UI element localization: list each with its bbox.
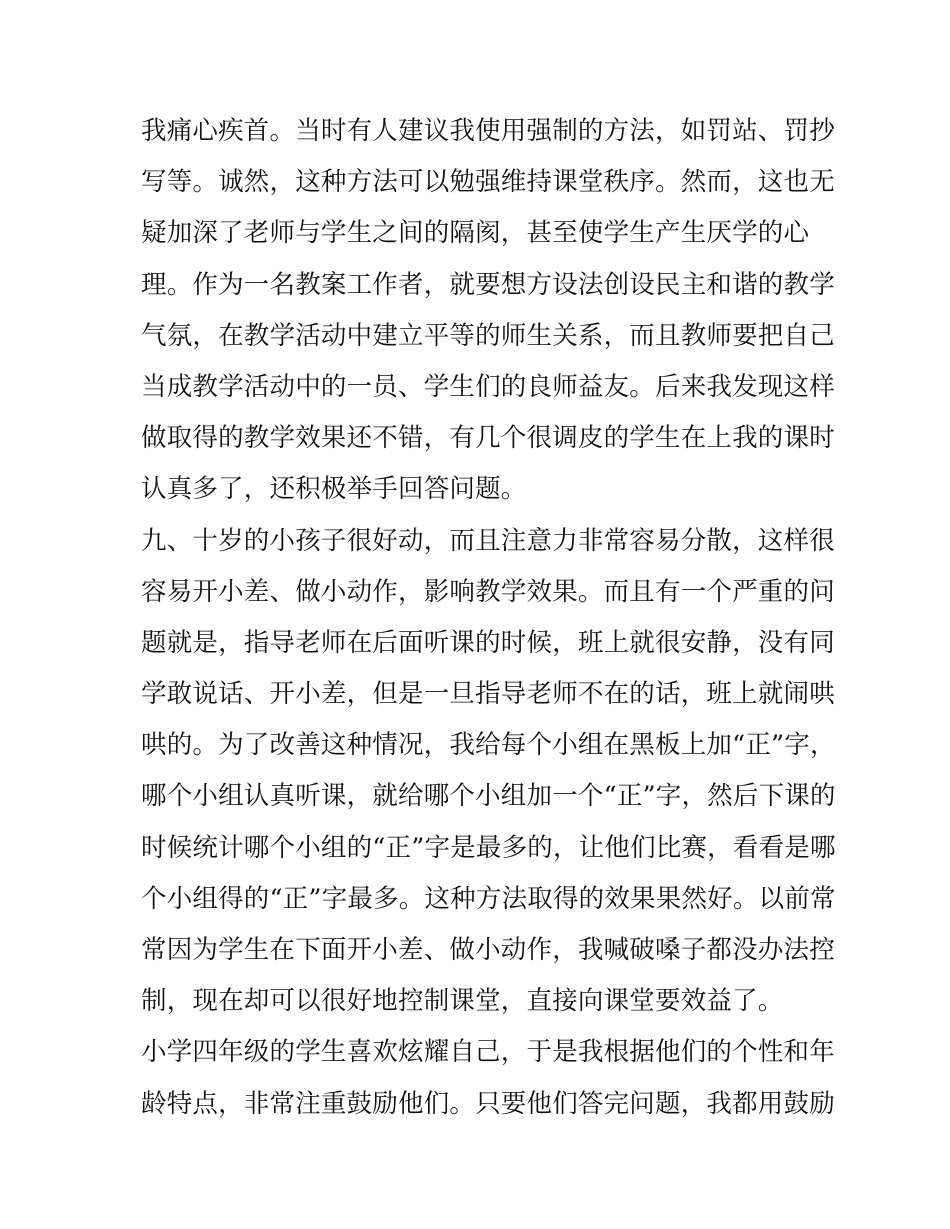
text-line: 制，现在却可以很好地控制课堂，直接向课堂要效益了。 xyxy=(141,986,784,1017)
text-line: 疑加深了老师与学生之间的隔阂，甚至使学生产生厌学的心 xyxy=(141,218,810,249)
body-text xyxy=(141,106,836,1130)
text-line: 写等。诚然，这种方法可以勉强维持课堂秩序。然而，这也无 xyxy=(141,167,835,198)
text-line: 认真多了，还积极举手回答问题。 xyxy=(141,474,527,505)
text-line: 气氛，在教学活动中建立平等的师生关系，而且教师要把自己 xyxy=(141,320,835,351)
text-line: 九、十岁的小孩子很好动，而且注意力非常容易分散，这样很 xyxy=(141,525,835,556)
text-line: 哪个小组认真听课，就给哪个小组加一个“正”字，然后下课的 xyxy=(141,781,836,812)
text-line: 当成教学活动中的一员、学生们的良师益友。后来我发现这样 xyxy=(141,371,835,402)
text-line: 题就是，指导老师在后面听课的时候，班上就很安静，没有同 xyxy=(141,627,835,658)
text-line: 哄的。为了改善这种情况，我给每个小组在黑板上加“正”字， xyxy=(141,730,836,761)
text-line: 龄特点，非常注重鼓励他们。只要他们答完问题，我都用鼓励 xyxy=(141,1088,835,1119)
text-line: 常因为学生在下面开小差、做小动作，我喊破嗓子都没办法控 xyxy=(141,935,835,965)
text-line: 做取得的教学效果还不错，有几个很调皮的学生在上我的课时 xyxy=(141,423,835,454)
text-line: 理。作为一名教案工作者，就要想方设法创设民主和谐的教学 xyxy=(141,269,835,300)
text-line: 小学四年级的学生喜欢炫耀自己，于是我根据他们的个性和年 xyxy=(141,1037,835,1068)
text-line: 个小组得的“正”字最多。这种方法取得的效果果然好。以前常 xyxy=(141,883,836,914)
text-line: 容易开小差、做小动作，影响教学效果。而且有一个严重的问 xyxy=(141,576,835,607)
text-line: 我痛心疾首。当时有人建议我使用强制的方法，如罚站、罚抄 xyxy=(141,116,835,146)
text-line: 时候统计哪个小组的“正”字是最多的，让他们比赛，看看是哪 xyxy=(141,832,836,863)
text-line: 学敢说话、开小差，但是一旦指导老师不在的话，班上就闹哄 xyxy=(141,679,835,710)
